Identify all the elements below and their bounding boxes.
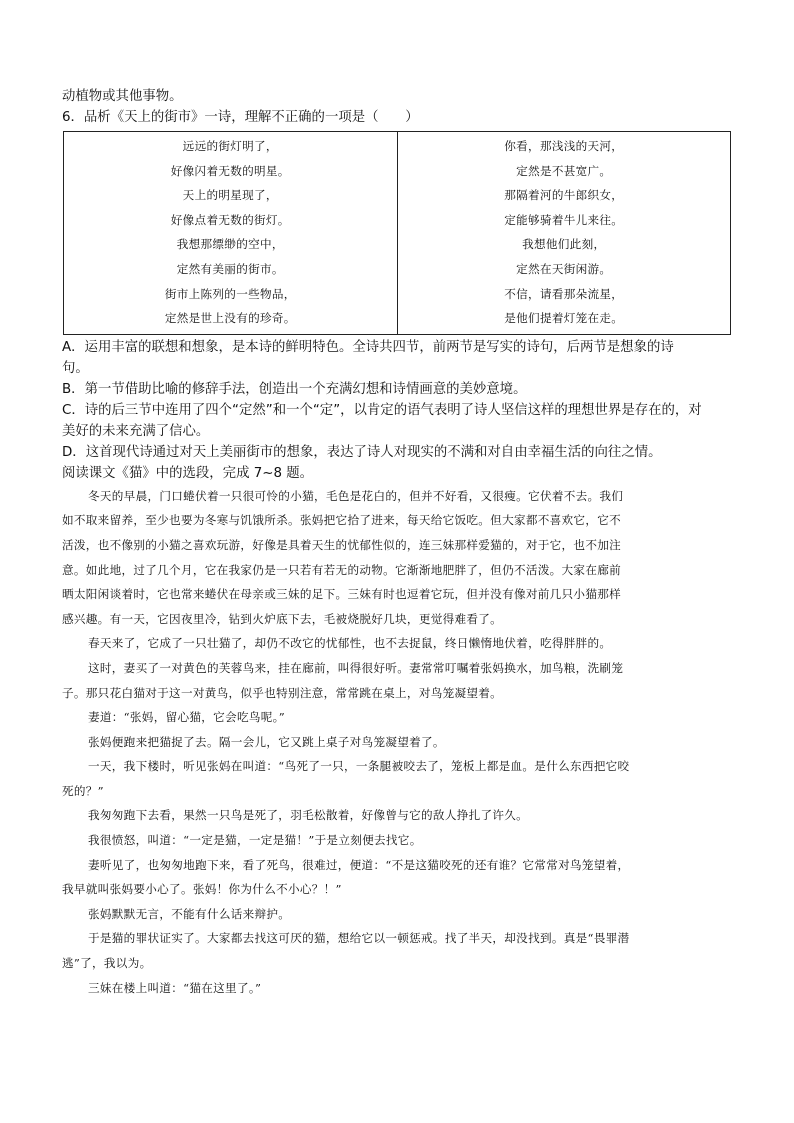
option-c-cont: 美好的未来充满了信心。 <box>62 423 210 439</box>
option-d: D．这首现代诗通过对天上美丽街市的想象，表达了诗人对现实的不满和对自由幸福生活的向往之情。 <box>62 444 662 460</box>
passage-line: 我匆匆跑下去看，果然一只鸟是死了，羽毛松散着，好像曾与它的敌人挣扎了许久。 <box>88 808 529 823</box>
poem-line: 定然在天街闲游。 <box>516 261 612 276</box>
option-c: C．诗的后三节中连用了四个“定然”和一个“定”，以肯定的语气表明了诗人坚信这样的理想世界是存在的，对 <box>62 402 702 418</box>
answer-options <box>62 337 732 463</box>
poem-line: 定然是世上没有的珍奇。 <box>164 311 296 326</box>
passage-line: 春天来了，它成了一只壮猫了，却仍不改它的忧郁性，也不去捉鼠，终日懒惰地伏着，吃得胖胖的。 <box>88 636 612 651</box>
passage-line: 张妈默默无言，不能有什么话来辩护。 <box>88 906 291 921</box>
passage-line: 这时，妻买了一对黄色的芙蓉鸟来，挂在廊前，叫得很好听。妻常常叮嘱着张妈换水，加鸟粮，洗刷笼 <box>88 660 624 675</box>
poem-line: 不信，请看那朵流星， <box>504 286 624 301</box>
passage-line: 我早就叫张妈要小心了。张妈！你为什么不小心？！” <box>62 882 342 897</box>
passage-line: 一天，我下楼时，听见张妈在叫道：“鸟死了一只，一条腿被咬去了，笼板上都是血。是什么东西把它咬 <box>88 759 630 774</box>
poem-line: 街市上陈列的一些物品， <box>164 286 296 301</box>
poem-line: 我想他们此刻， <box>522 237 606 252</box>
passage-line: 逃”了，我以为。 <box>62 956 152 971</box>
poem-line: 那隔着河的牛郎织女， <box>504 188 624 203</box>
passage-line: 三妹在楼上叫道：“猫在这里了。” <box>88 980 262 995</box>
option-a: A．运用丰富的联想和想象，是本诗的鲜明特色。全诗共四节，前两节是写实的诗句，后两节是想象的诗 <box>62 339 674 355</box>
poem-line: 定然有美丽的街市。 <box>176 261 284 276</box>
poem-left-column <box>64 132 398 335</box>
poem-line: 是他们提着灯笼在走。 <box>504 311 624 326</box>
poem-line: 天上的明星现了， <box>182 188 278 203</box>
option-b: B．第一节借助比喻的修辞手法，创造出一个充满幻想和诗情画意的美妙意境。 <box>62 381 527 397</box>
passage-line: 感兴趣。有一天，它因夜里冷，钻到火炉底下去，毛被烧脱好几块，更觉得难看了。 <box>62 611 503 626</box>
passage-line: 妻听见了，也匆匆地跑下来，看了死鸟，很难过，便道：“不是这猫咬死的还有谁？它常常对鸟笼望着， <box>88 857 630 872</box>
poem-right-column <box>397 132 731 335</box>
document-page <box>62 86 732 1000</box>
poem-line: 定能够骑着牛儿来往。 <box>504 212 624 227</box>
passage-line: 如不取来留养，至少也要为冬寒与饥饿所杀。张妈把它拾了进来，每天给它饭吃。但大家都不喜欢它，它不 <box>62 513 622 528</box>
reading-intro: 阅读课文《猫》中的选段，完成 7~8 题。 <box>62 465 314 481</box>
question-6: 6．品析《天上的街市》一诗，理解不正确的一项是（ ） <box>62 110 419 125</box>
poem-line: 好像点着无数的街灯。 <box>170 212 290 227</box>
poem-line: 定然是不甚宽广。 <box>516 163 612 178</box>
poem-line: 我想那缥缈的空中， <box>176 237 284 252</box>
poem-line: 远远的街灯明了， <box>182 139 278 153</box>
reading-passage <box>62 484 732 1000</box>
option-a-cont: 句。 <box>62 360 89 376</box>
poem-table <box>63 131 731 335</box>
passage-line: 于是猫的罪状证实了。大家都去找这可厌的猫，想给它以一顿惩戒。找了半天，却没找到。真是“畏罪潜 <box>88 931 630 946</box>
passage-line: 活泼，也不像别的小猫之喜欢玩游，好像是具着天生的忧郁性似的，连三妹那样爱猫的，对于它，也不加注 <box>62 537 622 552</box>
poem-line: 你看，那浅浅的天河， <box>504 139 624 153</box>
passage-line: 冬天的早晨，门口蜷伏着一只很可怜的小猫，毛色是花白的，但并不好看，又很瘦。它伏着不去。我们 <box>88 488 624 503</box>
passage-line: 死的？” <box>62 783 104 798</box>
lead-text: 动植物或其他事物。 <box>62 89 183 104</box>
poem-line: 好像闪着无数的明星。 <box>170 163 290 178</box>
passage-line: 妻道：“张妈，留心猫，它会吃鸟呢。” <box>88 710 285 725</box>
passage-line: 张妈便跑来把猫捉了去。隔一会儿，它又跳上桌子对鸟笼凝望着了。 <box>88 734 445 749</box>
passage-line: 我很愤怒，叫道：“一定是猫，一定是猫！”于是立刻便去找它。 <box>88 833 422 848</box>
passage-line: 意。如此地，过了几个月，它在我家仍是一只若有若无的动物。它渐渐地肥胖了，但仍不活泼。大家在廊前 <box>62 562 622 577</box>
passage-line: 晒太阳闲谈着时，它也常来蜷伏在母亲或三妹的足下。三妹有时也逗着它玩，但并没有像对前几只小猫那样 <box>62 587 622 602</box>
passage-line: 子。那只花白猫对于这一对黄鸟，似乎也特别注意，常常跳在桌上，对鸟笼凝望着。 <box>62 685 503 700</box>
